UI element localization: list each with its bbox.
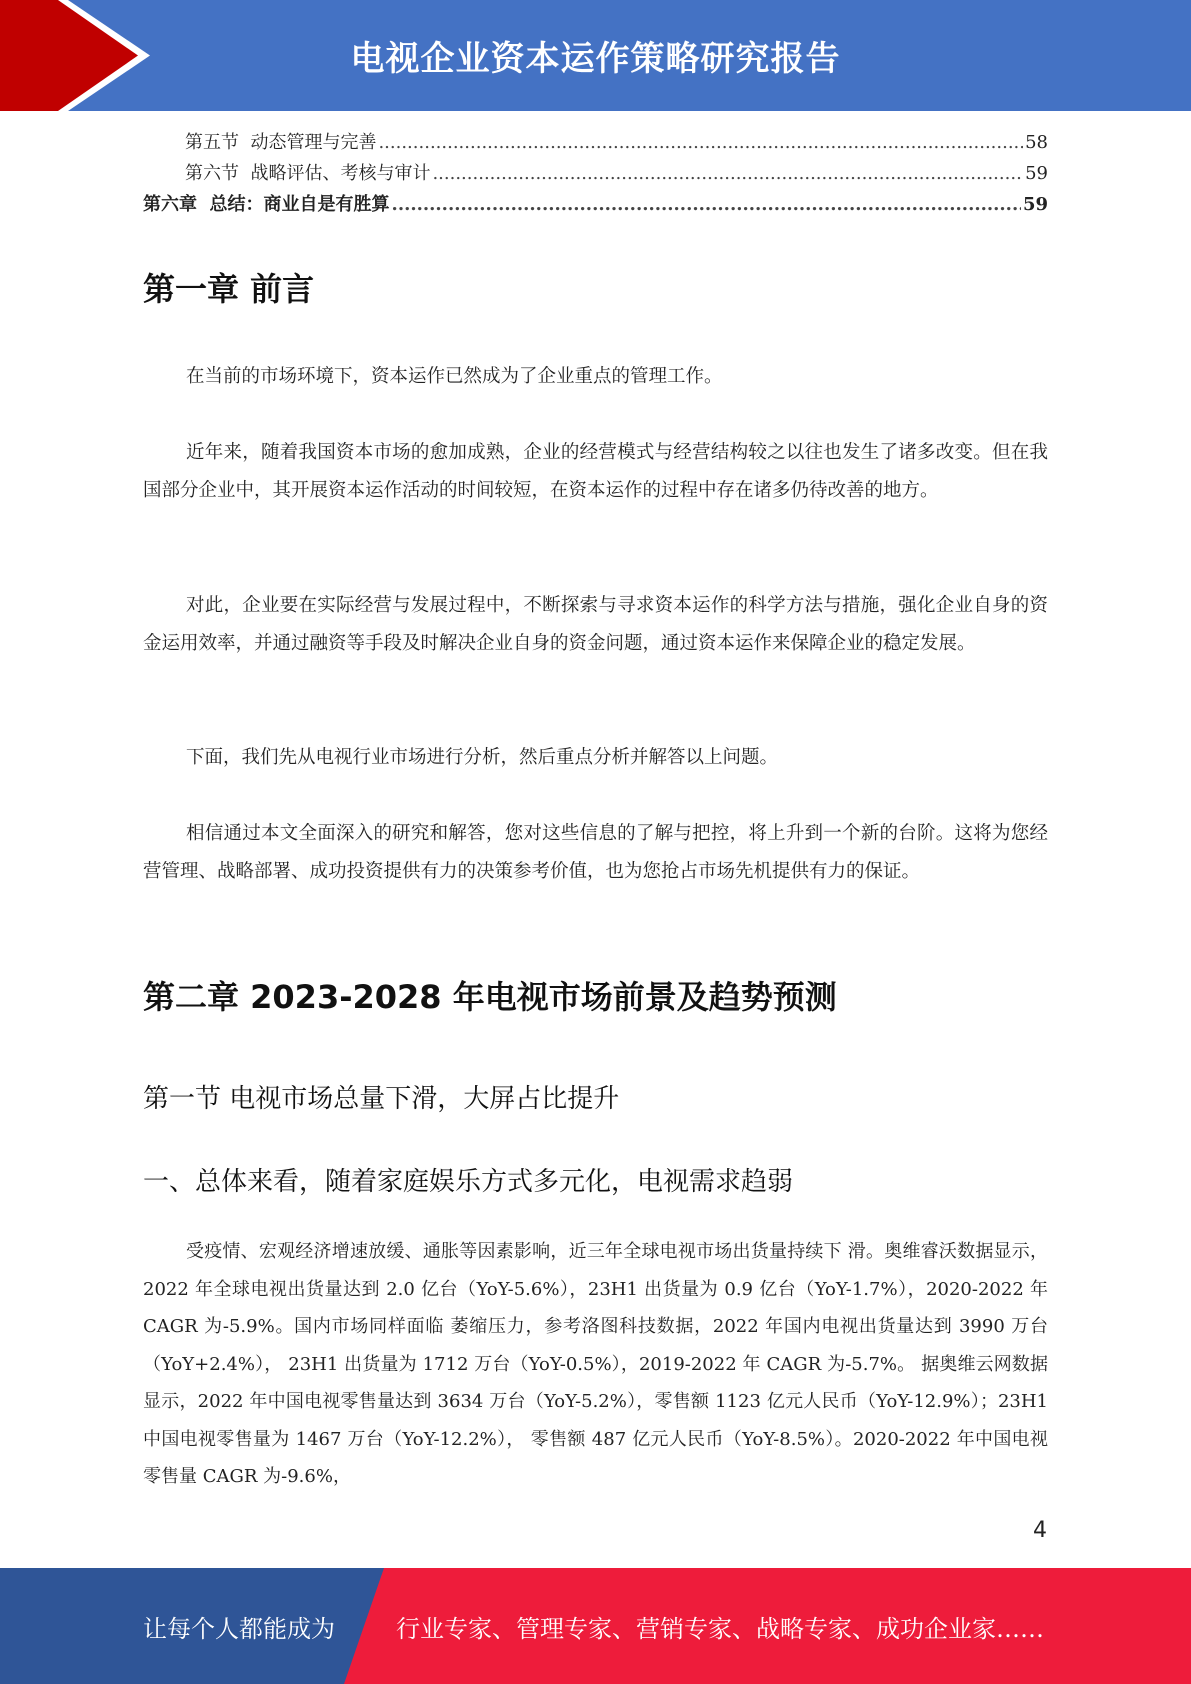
toc-leader-dots (378, 132, 1023, 153)
paragraph: 相信通过本文全面深入的研究和解答，您对这些信息的了解与把控，将上升到一个新的台阶。这将为您经营管理、战略部署、成功投资提供有力的决策参考价值，也为您抢占市场先机提供有力的保证。 (143, 823, 1048, 882)
toc-entry-page: 59 (1025, 163, 1048, 184)
paragraph: 在当前的市场环境下，资本运作已然成为了企业重点的管理工作。 (186, 366, 723, 387)
paragraph: 对此，企业要在实际经营与发展过程中，不断探索与寻求资本运作的科学方法与措施，强化企业自身的资金运用效率，并通过融资等手段及时解决企业自身的资金问题，通过资本运作来保障企业的稳定发展。 (143, 595, 1048, 654)
toc-leader-dots (432, 163, 1023, 184)
report-title: 电视企业资本运作策略研究报告 (350, 39, 841, 79)
header-arrow-icon (0, 0, 150, 111)
toc-entry-label: 第五节 动态管理与完善 (185, 132, 377, 153)
toc-entry[interactable] (143, 159, 1048, 189)
toc-entry[interactable] (143, 128, 1048, 158)
toc-entry-page: 58 (1025, 132, 1048, 153)
footer-slogan-left: 让每个人都能成为 (143, 1614, 335, 1643)
paragraph: 下面，我们先从电视行业市场进行分析，然后重点分析并解答以上问题。 (186, 747, 779, 768)
header-banner (0, 0, 1191, 111)
chapter-1-title: 第一章 前言 (143, 270, 315, 308)
toc-entry-label: 第六章 总结：商业自是有胜算 (143, 194, 390, 215)
toc-entry-page: 59 (1022, 194, 1048, 215)
page-number: 4 (1033, 1518, 1047, 1543)
toc-entry-label: 第六节 战略评估、考核与审计 (185, 163, 431, 184)
paragraph: 受疫情、宏观经济增速放缓、通胀等因素影响，近三年全球电视市场出货量持续下 滑。奥维睿沃数据显示，2022 年全球电视出货量达到 2.0 亿台（YoY-5.6%），23H1 出货量为 0.9 亿台（YoY-1.7%），2020-2022 年 CAGR 为-5.9%。国内市场同样面临 萎缩压力，参考洛图科技数据，2022 年国内电视出货量达到 3990 万台（YoY+2.4%）， 23H1 出货量为 1712 万台（YoY-0.5%），2019-2022 年 CAGR 为-5.7%。 据奥维云网数据显示，2022 年中国电视零售量达到 3634 万台（YoY-5.2%），零售额 1123 亿元人民币（YoY-12.9%）；23H1 中国电视零售量为 1467 万台（YoY-12.2%）， 零售额 487 亿元人民币（YoY-8.5%）。2020-2022 年中国电视零售量 CAGR 为-9.6%， (143, 1241, 1048, 1487)
section-title: 第一节 电视市场总量下滑，大屏占比提升 (143, 1084, 620, 1114)
footer-slogan-right: 行业专家、管理专家、营销专家、战略专家、成功企业家…… (396, 1614, 1044, 1643)
subsection-title: 一、总体来看，随着家庭娱乐方式多元化，电视需求趋弱 (143, 1167, 794, 1197)
chapter-2-title: 第二章 2023-2028 年电视市场前景及趋势预测 (143, 978, 837, 1016)
toc-leader-dots (392, 194, 1021, 215)
paragraph: 近年来，随着我国资本市场的愈加成熟，企业的经营模式与经营结构较之以往也发生了诸多改变。但在我国部分企业中，其开展资本运作活动的时间较短，在资本运作的过程中存在诸多仍待改善的地方。 (143, 442, 1048, 501)
footer-banner (0, 1568, 1191, 1684)
toc-entry[interactable] (143, 190, 1048, 220)
